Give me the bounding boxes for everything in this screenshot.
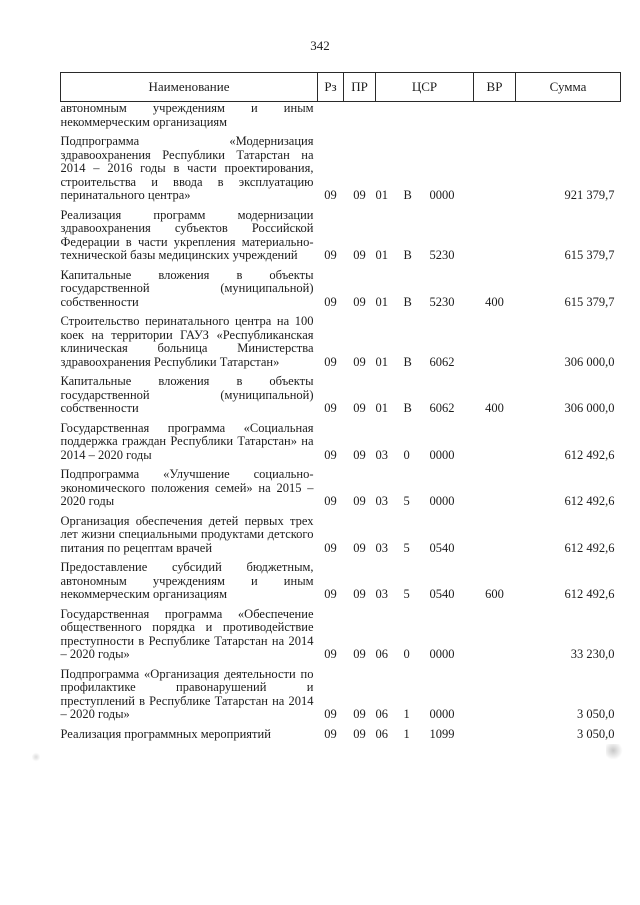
row-csr-direction: 0540 [429, 587, 455, 601]
row-csr-program: 01 [375, 188, 388, 202]
table-row [61, 561, 621, 608]
row-csr-direction: 6062 [429, 354, 455, 369]
row-csr-direction: 0000 [429, 707, 455, 721]
row-rz: 09 [324, 401, 337, 415]
row-csr-subprogram: В [403, 294, 412, 309]
row-name: Капитальные вложения в объекты государственной (муниципальной) собственности [60, 267, 314, 309]
budget-table [60, 72, 621, 747]
row-name: Подпрограмма «Модернизация здравоохранения Республики Татарстан на 2014 – 2016 годы в части проектирования, строительства и ввода в эксплуатацию перинатального центра» [60, 134, 314, 202]
row-name: Строительство перинатального центра на 100 коек на территории ГАУЗ «Республиканская клиническая больница Министерства здравоохранения Республики Татарстан» [60, 314, 314, 369]
row-csr-program: 06 [375, 707, 388, 721]
row-csr-direction [426, 102, 474, 136]
row-csr-direction: 0540 [429, 540, 455, 555]
row-pr: 09 [353, 248, 366, 262]
row-name: Подпрограмма «Организация деятельности по профилактике правонарушений и преступлений в Республике Татарстан на 2014 – 2020 годы» [60, 666, 314, 721]
row-csr-subprogram: 5 [403, 540, 410, 555]
row-sum: 612 492,6 [564, 540, 615, 555]
row-sum: 921 379,7 [564, 188, 615, 202]
row-pr: 09 [353, 726, 366, 741]
row-csr-program: 03 [375, 587, 388, 601]
header-name: Наименование [61, 73, 318, 102]
row-csr-program: 01 [375, 248, 388, 262]
row-pr: 09 [353, 494, 366, 508]
row-csr-direction: 0000 [429, 494, 455, 508]
row-sum: 306 000,0 [564, 354, 615, 369]
header-csr: ЦСР [376, 73, 474, 102]
row-rz: 09 [324, 707, 337, 721]
row-sum: 615 379,7 [564, 294, 615, 309]
row-pr: 09 [353, 188, 366, 202]
row-vr [474, 608, 516, 668]
row-rz: 09 [324, 294, 337, 309]
row-vr [474, 315, 516, 375]
header-pr: ПР [344, 73, 376, 102]
row-sum: 612 492,6 [564, 494, 615, 508]
row-name: Реализация программных мероприятий [60, 726, 271, 741]
row-name: автономным учреждениям и иным некоммерческим организациям [60, 101, 314, 129]
row-name: Организация обеспечения детей первых трех лет жизни специальными продуктами детского питания по рецептам врачей [60, 513, 314, 555]
row-rz: 09 [324, 540, 337, 555]
row-csr-subprogram: В [403, 248, 412, 262]
row-csr-program: 01 [375, 354, 388, 369]
row-pr: 09 [353, 354, 366, 369]
row-rz: 09 [324, 726, 337, 741]
row-sum: 612 492,6 [564, 587, 615, 601]
row-csr-subprogram: 0 [403, 447, 410, 462]
header-vr: ВР [474, 73, 516, 102]
row-csr-subprogram: 1 [403, 707, 410, 721]
row-csr-program: 01 [375, 401, 388, 415]
row-csr-program: 06 [375, 726, 388, 741]
row-name: Подпрограмма «Улучшение социально-экономического положения семей» на 2015 – 2020 годы [60, 467, 314, 508]
table-header [61, 73, 621, 102]
row-csr-subprogram: 1 [403, 726, 410, 741]
row-csr-subprogram: В [403, 188, 412, 202]
row-rz: 09 [324, 354, 337, 369]
row-rz: 09 [324, 188, 337, 202]
row-pr [344, 102, 376, 136]
row-sum: 3 050,0 [577, 707, 615, 721]
row-rz: 09 [324, 587, 337, 601]
row-csr-direction: 5230 [429, 294, 455, 309]
row-name: Капитальные вложения в объекты государственной (муниципальной) собственности [60, 374, 314, 415]
table-body [61, 102, 621, 748]
table-row [61, 102, 621, 136]
table-row [61, 375, 621, 422]
row-rz: 09 [324, 647, 337, 661]
table-row [61, 209, 621, 269]
header-rz: Рз [318, 73, 344, 102]
row-csr-direction: 5230 [429, 248, 455, 262]
row-pr: 09 [353, 647, 366, 661]
row-csr-direction: 0000 [429, 188, 455, 202]
row-vr: 400 [485, 294, 504, 309]
row-sum: 33 230,0 [570, 647, 615, 661]
row-csr-direction: 6062 [429, 401, 455, 415]
header-sum: Сумма [516, 73, 621, 102]
row-name: Государственная программа «Социальная поддержка граждан Республики Татарстан» на 2014 – 2020 годы [60, 420, 314, 462]
row-vr [474, 422, 516, 469]
row-csr-subprogram: 5 [403, 494, 410, 508]
row-csr-program: 03 [375, 540, 388, 555]
table-row [61, 668, 621, 728]
row-csr-direction: 0000 [429, 647, 455, 661]
row-rz: 09 [324, 447, 337, 462]
row-sum: 612 492,6 [564, 447, 615, 462]
row-vr: 400 [485, 401, 504, 415]
row-csr-subprogram: В [403, 401, 412, 415]
row-rz: 09 [324, 494, 337, 508]
table-row [61, 728, 621, 748]
table-row [61, 269, 621, 316]
row-pr: 09 [353, 294, 366, 309]
row-csr-program: 03 [375, 494, 388, 508]
row-vr [474, 515, 516, 562]
row-pr: 09 [353, 540, 366, 555]
row-vr [474, 209, 516, 269]
row-sum [516, 102, 621, 136]
row-csr-program [376, 102, 404, 136]
row-csr-subprogram: 5 [403, 587, 410, 601]
row-csr-subprogram [404, 102, 426, 136]
table-row [61, 422, 621, 469]
table-row [61, 515, 621, 562]
row-sum: 615 379,7 [564, 248, 615, 262]
row-sum: 3 050,0 [577, 726, 615, 741]
row-pr: 09 [353, 587, 366, 601]
scan-artifact [32, 752, 40, 762]
page-number: 342 [310, 38, 330, 53]
row-vr [474, 728, 516, 748]
table-row [61, 468, 621, 515]
table-row [61, 608, 621, 668]
row-pr: 09 [353, 707, 366, 721]
row-vr [474, 668, 516, 728]
row-csr-subprogram: 0 [403, 647, 410, 661]
row-rz [318, 102, 344, 136]
row-pr: 09 [353, 447, 366, 462]
row-name: Предоставление субсидий бюджетным, автономным учреждениям и иным некоммерческим организациям [60, 560, 314, 601]
row-name: Реализация программ модернизации здравоохранения субъектов Российской Федерации в части укрепления материально-технической базы медицинских учреждений [60, 207, 314, 262]
row-csr-direction: 1099 [429, 726, 455, 741]
row-vr: 600 [485, 587, 504, 601]
row-pr: 09 [353, 401, 366, 415]
scan-artifact [606, 744, 624, 760]
row-vr [474, 135, 516, 209]
row-name: Государственная программа «Обеспечение общественного порядка и противодействие преступности в Республике Татарстан на 2014 – 2020 годы» [60, 606, 314, 661]
row-csr-program: 03 [375, 447, 388, 462]
table-row [61, 135, 621, 209]
row-csr-program: 01 [375, 294, 388, 309]
row-sum: 306 000,0 [564, 401, 615, 415]
row-csr-program: 06 [375, 647, 388, 661]
row-rz: 09 [324, 248, 337, 262]
table-row [61, 315, 621, 375]
row-csr-direction: 0000 [429, 447, 455, 462]
row-vr [474, 102, 516, 136]
row-vr [474, 468, 516, 515]
row-csr-subprogram: В [403, 354, 412, 369]
